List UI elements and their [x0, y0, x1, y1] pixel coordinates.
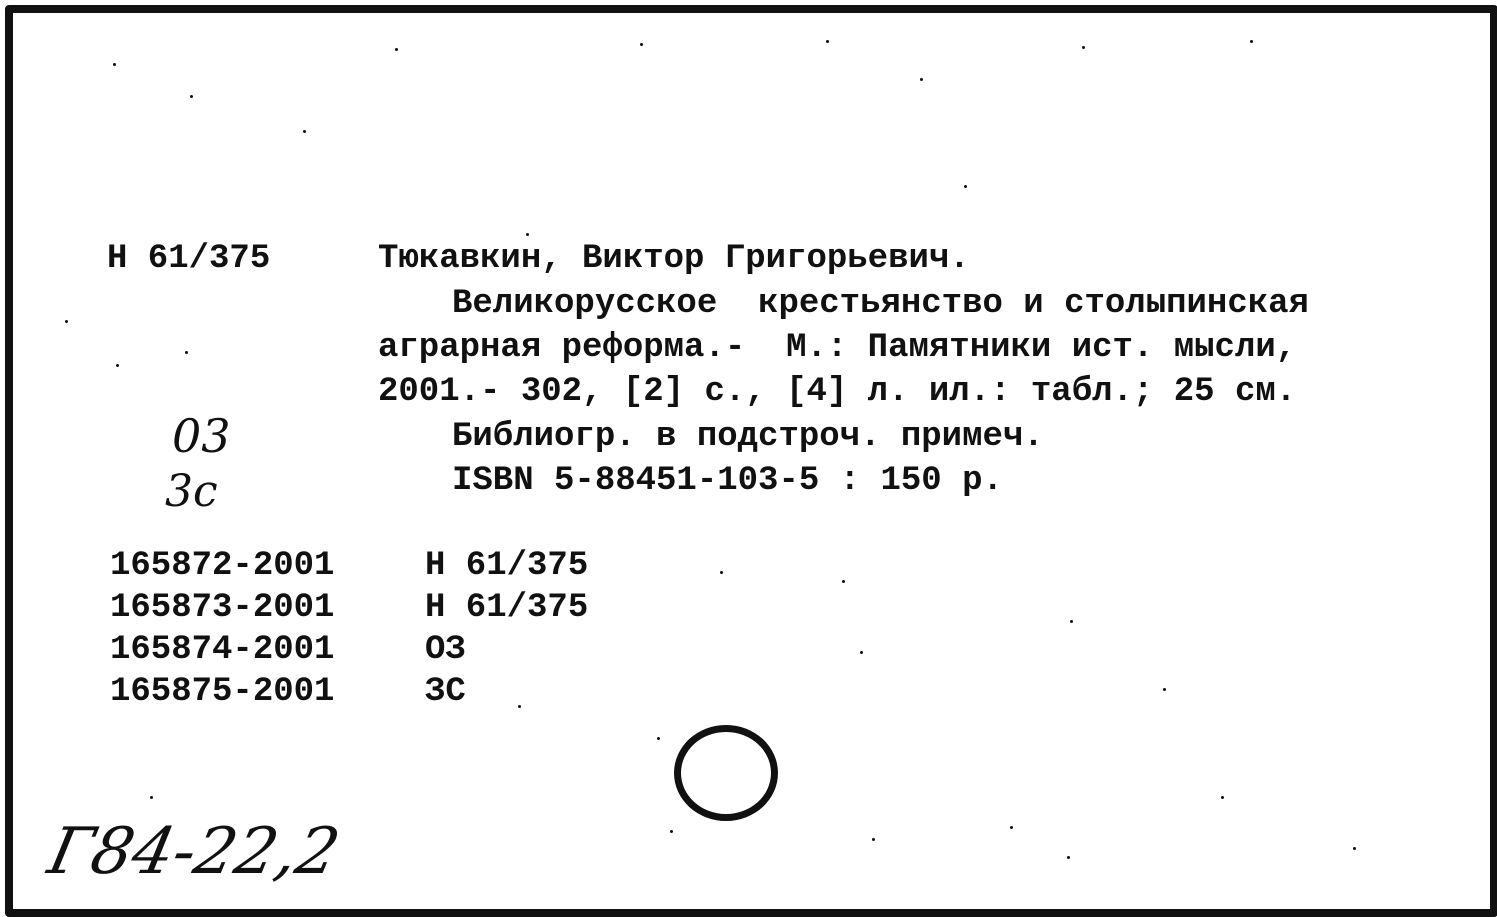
title-line-2: аграрная реформа.- М.: Памятники ист. мысли,	[378, 329, 1297, 367]
holding-inventory: 165873-2001	[110, 589, 335, 627]
author-heading: Тюкавкин, Виктор Григорьевич.	[378, 240, 970, 278]
handwritten-bottom-note: Г84-22,2	[42, 815, 346, 889]
holding-location: ЗС	[425, 673, 466, 711]
holding-inventory: 165875-2001	[110, 673, 335, 711]
title-line-3: 2001.- 302, [2] с., [4] л. ил.: табл.; 25 см.	[378, 373, 1297, 411]
holding-location: Н 61/375	[425, 589, 589, 627]
holding-inventory: 165874-2001	[110, 631, 335, 669]
handwritten-code-2: 3c	[165, 466, 218, 517]
holding-location: Н 61/375	[425, 547, 589, 585]
title-line-1: Великорусское крестьянство и столыпинская	[452, 285, 1309, 323]
holding-location: ОЗ	[425, 631, 466, 669]
punch-hole	[674, 725, 778, 821]
bibliography-note: Библиогр. в подстроч. примеч.	[452, 418, 1044, 456]
handwritten-code-1: 03	[172, 409, 231, 463]
holding-inventory: 165872-2001	[110, 547, 335, 585]
isbn-price: ISBN 5-88451-103-5 : 150 р.	[452, 462, 1003, 500]
call-number: Н 61/375	[107, 240, 271, 278]
